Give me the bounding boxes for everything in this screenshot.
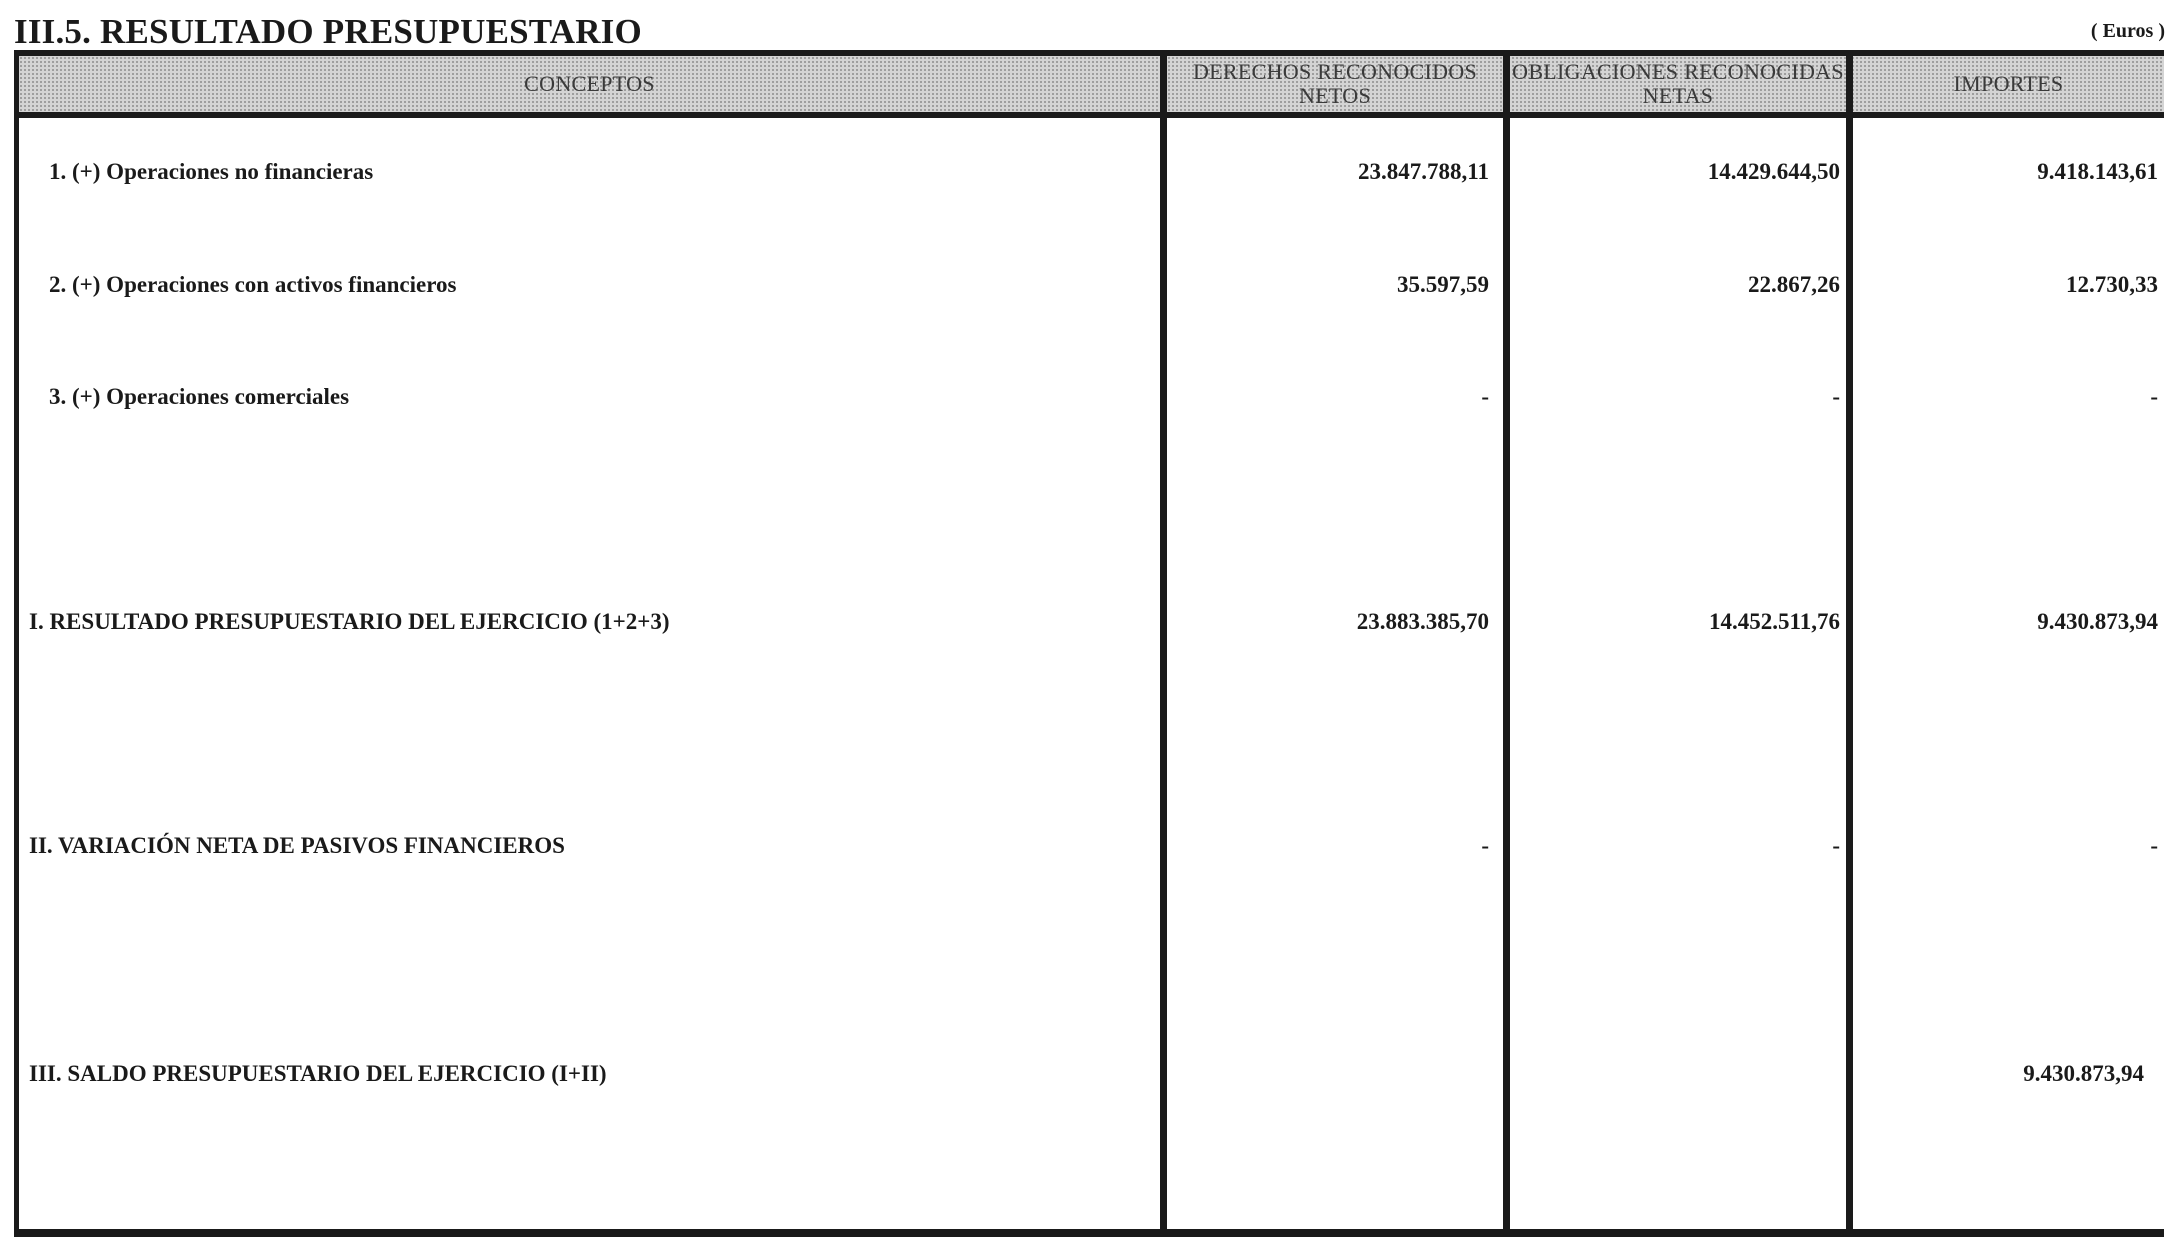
row-importe: 12.730,33 [2066,272,2158,297]
currency-unit-label: ( Euros ) [2090,20,2165,42]
row-derechos: 23.883.385,70 [1356,609,1489,634]
row-concept: 3. (+) Operaciones comerciales [49,384,350,409]
row-derechos: - [1481,833,1489,858]
row-importe: 9.430.873,94 [2037,609,2158,634]
row-concept: III. SALDO PRESUPUESTARIO DEL EJERCICIO (I+II) [29,1061,607,1086]
row-importe: - [2150,833,2158,858]
row-concept: I. RESULTADO PRESUPUESTARIO DEL EJERCICIO (1+2+3) [29,609,670,634]
row-importe: 9.418.143,61 [2037,159,2158,184]
table-row [19,152,2164,192]
table-row [19,1054,2164,1094]
row-obligaciones: 14.452.511,76 [1709,609,1840,634]
row-concept: 2. (+) Operaciones con activos financieros [49,272,457,297]
budget-result-table [14,50,2164,1237]
row-obligaciones: 22.867,26 [1748,272,1840,297]
row-derechos: 35.597,59 [1397,272,1489,297]
table-row [19,265,2164,305]
table-row [19,602,2164,642]
table-row [19,826,2164,866]
row-obligaciones: 14.429.644,50 [1707,159,1840,184]
row-derechos: 23.847.788,11 [1358,159,1489,184]
header-importes: IMPORTES [1953,71,2064,96]
row-importe: 9.430.873,94 [2023,1061,2144,1086]
table-row [19,377,2164,417]
row-concept: II. VARIACIÓN NETA DE PASIVOS FINANCIEROS [29,833,565,858]
row-concept: 1. (+) Operaciones no financieras [49,159,374,184]
row-obligaciones: - [1832,384,1840,409]
header-obligaciones: OBLIGACIONES RECONOCIDAS NETAS [1512,59,1844,108]
header-conceptos: CONCEPTOS [524,71,655,96]
table-header [19,56,2164,118]
row-importe: - [2150,384,2158,409]
row-obligaciones: - [1832,833,1840,858]
header-derechos: DERECHOS RECONOCIDOS NETOS [1192,59,1478,108]
row-derechos: - [1481,384,1489,409]
page-title: III.5. RESULTADO PRESUPUESTARIO [14,12,642,51]
